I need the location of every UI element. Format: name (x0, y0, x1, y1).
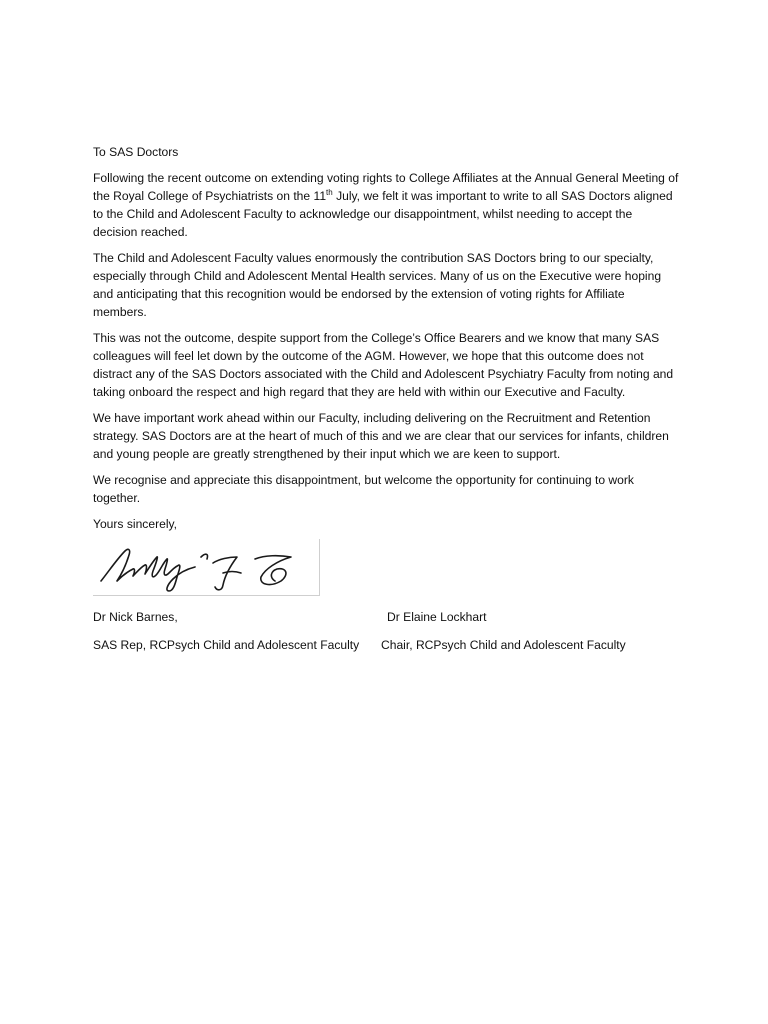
signers-block (93, 608, 679, 658)
signer-name: Dr Elaine Lockhart (387, 610, 487, 624)
signer-role: Chair, RCPsych Child and Adolescent Faculty (381, 638, 626, 652)
signer-left (93, 608, 359, 654)
letter-paragraph-2: The Child and Adolescent Faculty values enormously the contribution SAS Doctors bring to our specialty, especially through Child and Adolescent Mental Health services. Many of us on the Executive were hoping and anticipating that this recognition would be endorsed by the extension of voting rights for Affiliate members. (93, 251, 662, 319)
letter-paragraph-5: We recognise and appreciate this disappointment, but welcome the opportunity for continuing to work together. (93, 473, 634, 505)
letter-page (93, 143, 679, 658)
letter-paragraph-4: We have important work ahead within our Faculty, including delivering on the Recruitment and Retention strategy. SAS Doctors are at the heart of much of this and we are clear that our services for infants, children and young people are greatly strengthened by their input which we are keen to support. (93, 411, 669, 461)
paragraph-text: Following the recent outcome on extending voting rights to College Affiliates at the Annual General Meeting of the Royal College of Psychiatrists on the 11 (93, 171, 679, 203)
handwritten-signature-icon (95, 541, 317, 593)
signer-right (381, 608, 626, 654)
signature-image (93, 539, 320, 596)
letter-paragraph-1 (93, 169, 679, 241)
paragraph-text: July, we felt it was important to write to all SAS Doctors aligned to the Child and Adolescent Faculty to acknowledge our disappointment, whilst needing to accept the decision reached. (93, 189, 673, 239)
signer-name: Dr Nick Barnes, (93, 610, 178, 624)
letter-closing: Yours sincerely, (93, 517, 178, 531)
letter-paragraph-3: This was not the outcome, despite support from the College’s Office Bearers and we know that many SAS colleagues will feel let down by the outcome of the AGM. However, we hope that this outcome does not distract any of the SAS Doctors associated with the Child and Adolescent Psychiatry Faculty from noting and taking onboard the respect and high regard that they are held with within our Executive and Faculty. (93, 331, 674, 399)
signer-role: SAS Rep, RCPsych Child and Adolescent Faculty (93, 638, 360, 652)
ordinal-suffix: th (326, 187, 333, 197)
letter-salutation: To SAS Doctors (93, 145, 179, 159)
